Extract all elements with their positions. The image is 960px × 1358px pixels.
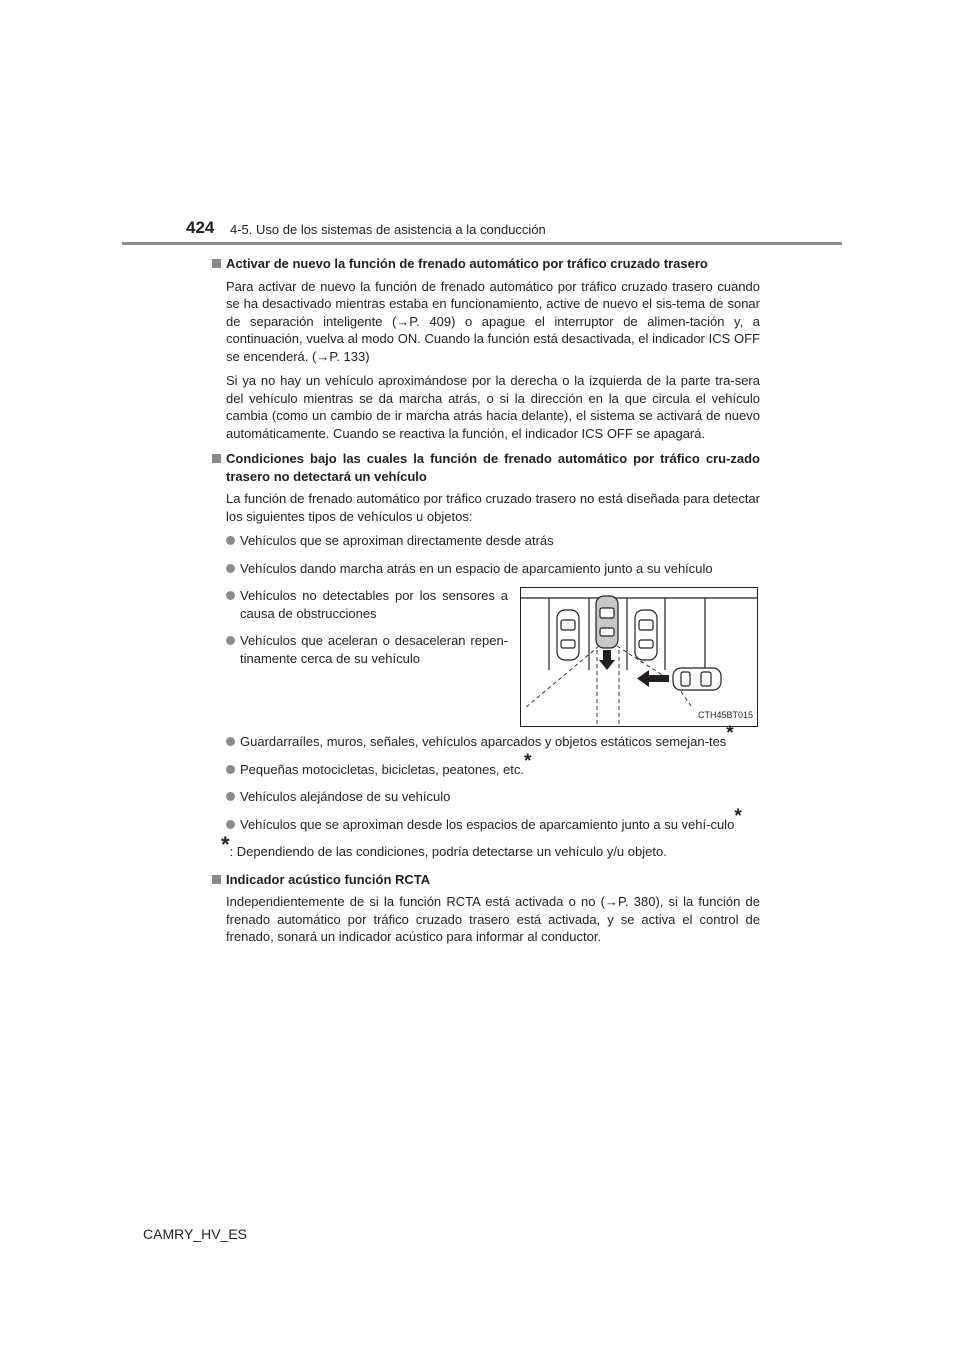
list-item xyxy=(212,532,760,550)
heading-text: Condiciones bajo las cuales la función de frenado automático por tráfico cru-zado trasero no detectará un vehículo xyxy=(226,451,760,484)
asterisk-mark: * xyxy=(734,805,742,827)
page-number: 424 xyxy=(186,218,215,237)
section-heading-conditions xyxy=(212,450,760,485)
page-content xyxy=(212,255,760,953)
figure-code: CTH45BT015 xyxy=(697,709,753,720)
list-item-text: Vehículos no detectables por los sensores a causa de obstrucciones xyxy=(240,588,508,621)
heading-text: Activar de nuevo la función de frenado automático por tráfico cruzado trasero xyxy=(226,256,708,271)
figure-row xyxy=(212,587,760,727)
list-item-text: Guardarraíles, muros, señales, vehículos aparcados y objetos estáticos semejan-tes xyxy=(240,734,727,749)
list-item xyxy=(212,560,760,578)
round-bullet-icon xyxy=(226,536,235,545)
reverse-arrow-icon xyxy=(599,650,615,670)
footnote xyxy=(212,832,760,861)
header-rule xyxy=(122,242,842,245)
own-car-icon xyxy=(596,596,618,648)
parking-illustration xyxy=(520,587,758,727)
paragraph: Independientemente de si la función RCTA está activada o no (→P. 380), si la función de frenado automático por tráfico cruzado trasero está activada, y se activa el control de frenado, sonará un indicador acústico para informar al conductor. xyxy=(226,894,760,944)
section-title: 4-5. Uso de los sistemas de asistencia a la conducción xyxy=(230,222,546,237)
asterisk-mark: * xyxy=(726,723,734,744)
square-bullet-icon xyxy=(212,454,221,463)
footnote-asterisk: * xyxy=(221,832,230,857)
list-item xyxy=(212,750,760,779)
round-bullet-icon xyxy=(226,591,235,600)
list-item-text: Vehículos que se aproximan directamente desde atrás xyxy=(240,533,554,548)
list-item-text: Vehículos dando marcha atrás en un espacio de aparcamiento junto a su vehículo xyxy=(240,560,713,576)
parking-diagram-svg xyxy=(521,588,757,726)
parked-car-right-icon xyxy=(635,610,657,660)
crossing-car-icon xyxy=(673,668,721,690)
list-item xyxy=(212,805,760,834)
approach-arrow-icon xyxy=(637,670,669,687)
round-bullet-icon xyxy=(226,636,235,645)
section-heading-reactivate xyxy=(212,255,760,273)
asterisk-mark: * xyxy=(524,750,532,772)
section-heading-rcta xyxy=(212,871,760,889)
list-item-text: Vehículos que aceleran o desaceleran repen-tinamente cerca de su vehículo xyxy=(240,633,508,666)
list-item-text: Vehículos que se aproximan desde los espacios de aparcamiento junto a su vehí-culo xyxy=(240,816,735,832)
list-item-text: Vehículos alejándose de su vehículo xyxy=(240,789,451,804)
parked-car-left-icon xyxy=(557,610,579,660)
round-bullet-icon xyxy=(226,792,235,801)
list-item-text: Pequeñas motocicletas, bicicletas, peatones, etc. xyxy=(240,761,524,777)
heading-text: Indicador acústico función RCTA xyxy=(226,871,431,887)
paragraph: Para activar de nuevo la función de frenado automático por tráfico cruzado trasero cuando se ha desactivado mientras estaba en funcionamiento, active de nuevo el sis-tema de sonar de separación inteligente (→P. 409) o apague el interruptor de alimen-tación y, a continuación, vuelva al modo ON. Cuando la función está desactivada, el indicador ICS OFF se encenderá. (→P. 133) xyxy=(226,278,760,364)
list-item xyxy=(212,587,508,622)
square-bullet-icon xyxy=(212,259,221,268)
footnote-text: : Dependiendo de las condiciones, podría detectarse un vehículo y/u objeto. xyxy=(229,844,667,859)
round-bullet-icon xyxy=(226,737,235,746)
paragraph: Si ya no hay un vehículo aproximándose por la derecha o la izquierda de la parte tra-sera del vehículo mientras se da marcha atrás, o si la dirección en la que circula el vehículo cambia (como un cambio de ir marcha atrás hacia delante), el sistema se activará de nuevo automáticamente. Cuando se reactiva la función, el indicador ICS OFF se apagará. xyxy=(226,373,760,441)
round-bullet-icon xyxy=(226,820,235,829)
document-id: CAMRY_HV_ES xyxy=(143,1226,248,1242)
list-item xyxy=(212,632,508,667)
paragraph: La función de frenado automático por tráfico cruzado trasero no está diseñada para detectar los siguientes tipos de vehículos u objetos: xyxy=(226,491,760,524)
square-bullet-icon xyxy=(212,875,221,884)
list-item xyxy=(212,788,760,806)
round-bullet-icon xyxy=(226,564,235,573)
round-bullet-icon xyxy=(226,765,235,774)
list-item xyxy=(212,723,760,751)
